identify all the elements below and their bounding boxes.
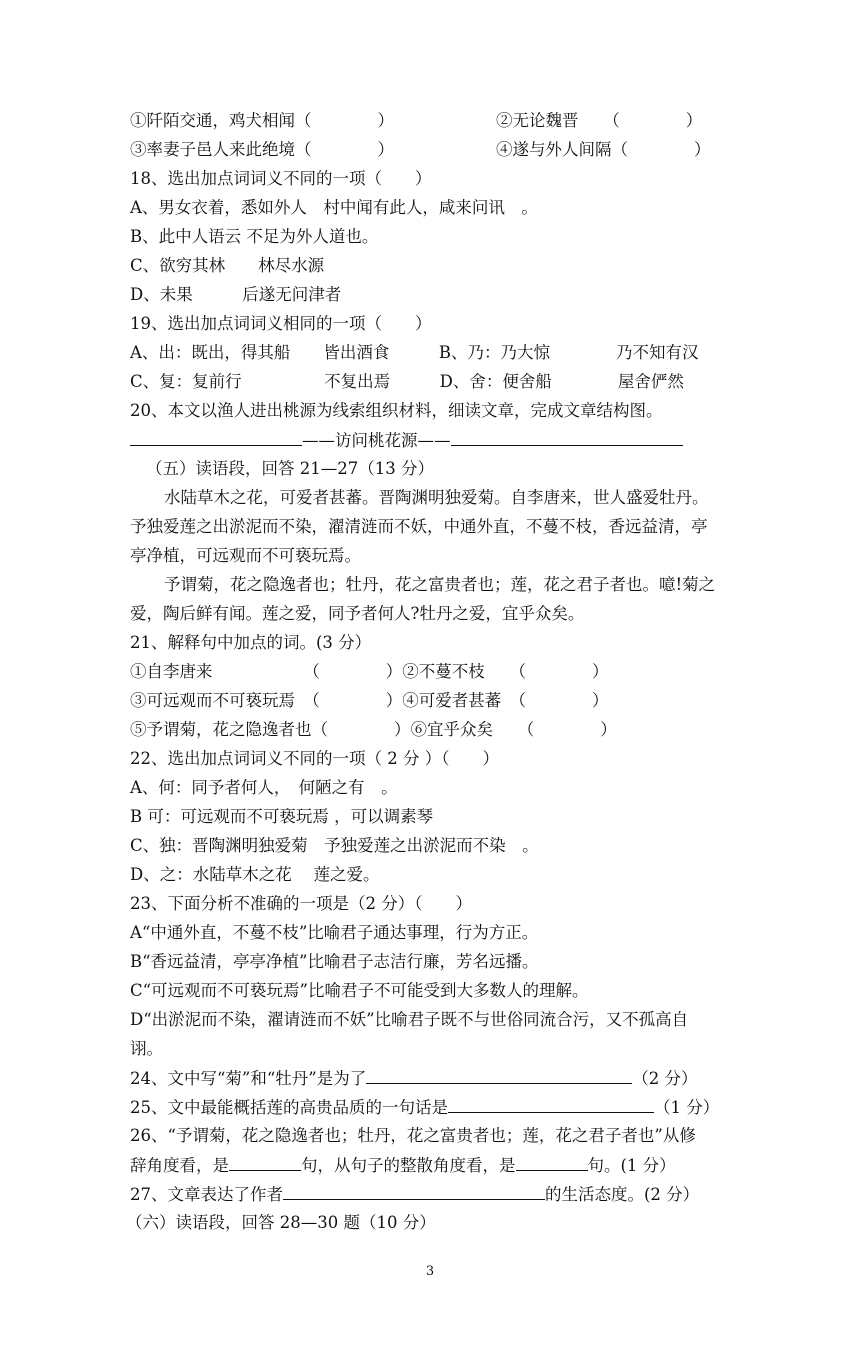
option-18c: C、欲穷其林 林尽水源 <box>130 256 325 275</box>
answer-blank[interactable] <box>516 1154 588 1171</box>
option-18b: B、此中人语云 不足为外人道也。 <box>130 227 379 246</box>
question-22: 22、选出加点词词义不同的一项（ 2 分 ）（ ） <box>130 749 499 768</box>
question-21-row-1: ①自李唐来 （ ）②不蔓不枝 （ ） <box>130 662 609 681</box>
item-4: ④遂与外人间隔（ ） <box>496 140 711 159</box>
passage-para-1-line-1: 水陆草木之花，可爱者甚蕃。晋陶渊明独爱菊。自李唐来，世人盛爱牡丹。 <box>164 488 709 507</box>
item-1: ①阡陌交通，鸡犬相闻（ ） <box>130 111 394 130</box>
option-22b: B 可：可远观而不可亵玩焉 ，可以调素琴 <box>130 807 434 826</box>
passage-para-1-line-3: 亭净植，可远观而不可亵玩焉。 <box>130 546 361 565</box>
passage-para-1-line-2: 予独爱莲之出淤泥而不染，濯清涟而不妖，中通外直，不蔓不枝，香远益清，亭 <box>130 517 708 536</box>
option-23c: C“可远观而不可亵玩焉”比喻君子不可能受到大多数人的理解。 <box>130 981 589 1000</box>
question-25 <box>130 1096 719 1119</box>
section-6-heading: （六）读语段，回答 28—30 题（10 分） <box>126 1213 436 1232</box>
question-26-line-1: 26、“予谓菊，花之隐逸者也；牡丹，花之富贵者也；莲，花之君子者也”从修 <box>130 1126 696 1145</box>
question-27 <box>130 1183 699 1206</box>
question-18: 18、选出加点词词义不同的一项（ ） <box>130 169 432 188</box>
structure-diagram-line <box>130 429 683 452</box>
passage-para-2-line-1: 予谓菊，花之隐逸者也；牡丹，花之富贵者也；莲，花之君子者也。噫!菊之 <box>164 575 716 594</box>
question-24 <box>130 1067 698 1090</box>
option-22c: C、独：晋陶渊明独爱菊 予独爱莲之出淤泥而不染 。 <box>130 836 539 855</box>
question-21: 21、解释句中加点的词。(3 分） <box>130 633 372 652</box>
question-23: 23、下面分析不准确的一项是（2 分）（ ） <box>130 894 472 913</box>
question-24-score: （2 分） <box>632 1069 698 1088</box>
option-18d: D、未果 后遂无问津者 <box>130 285 342 304</box>
question-19: 19、选出加点词词义相同的一项（ ） <box>130 314 432 333</box>
item-2: ②无论魏晋 （ ） <box>496 111 703 130</box>
question-25-text: 25、文中最能概括莲的高贵品质的一句话是 <box>130 1098 448 1117</box>
option-23b: B“香远益清，亭亭净植”比喻君子志洁行廉，芳名远播。 <box>130 952 539 971</box>
option-23d-line-2: 诩。 <box>130 1039 163 1058</box>
line-2 <box>130 139 711 161</box>
passage-para-2-line-2: 爱，陶后鲜有闻。莲之爱，同予者何人?牡丹之爱，宜乎众矣。 <box>130 604 585 623</box>
section-5-heading: （五）读语段，回答 21—27（13 分） <box>146 459 434 478</box>
question-21-row-3: ⑤予谓菊，花之隐逸者也（ ）⑥宜乎众矣 （ ） <box>130 720 617 739</box>
option-23d-line-1: D“出淤泥而不染，濯请涟而不妖”比喻君子既不与世俗同流合污，又不孤高自 <box>130 1010 689 1029</box>
option-18a: A、男女衣着，悉如外人 村中闻有此人，咸来问讯 。 <box>130 198 538 217</box>
question-20: 20、本文以渔人进出桃源为线索组织材料，细读文章，完成文章结构图。 <box>130 401 663 420</box>
question-27-text: 27、文章表达了作者 <box>130 1185 283 1204</box>
question-21-row-2: ③可远观而不可亵玩焉 （ ）④可爱者甚蕃 （ ） <box>130 691 609 710</box>
option-19cd: C、复：复前行 不复出焉 D、舍：便舍船 屋舍俨然 <box>130 372 684 391</box>
answer-blank[interactable] <box>130 429 302 446</box>
option-22a: A、何：同予者何人， 何陋之有 。 <box>130 778 398 797</box>
question-26-text-a: 辞角度看，是 <box>130 1156 229 1175</box>
question-26-text-c: 句。(1 分） <box>587 1156 676 1175</box>
option-23a: A“中通外直，不蔓不枝”比喻君子通达事理，行为方正。 <box>130 923 539 942</box>
line-1 <box>130 110 703 132</box>
option-19ab: A、出：既出，得其船 皆出酒食 B、乃：乃大惊 乃不知有汉 <box>130 343 699 362</box>
question-24-text: 24、文中写“菊”和“牡丹”是为了 <box>130 1069 367 1088</box>
question-26-text-b: 句，从句子的整散角度看，是 <box>301 1156 516 1175</box>
answer-blank[interactable] <box>448 1096 654 1113</box>
question-26-line-2 <box>130 1154 676 1177</box>
answer-blank[interactable] <box>366 1067 632 1084</box>
page-number: 3 <box>425 1264 435 1279</box>
question-25-score: （1 分） <box>654 1098 720 1117</box>
option-22d: D、之：水陆草木之花 莲之爱。 <box>130 865 380 884</box>
item-3: ③率妻子邑人来此绝境（ ） <box>130 140 394 159</box>
question-27-text-end: 的生活态度。(2 分） <box>545 1185 700 1204</box>
answer-blank[interactable] <box>229 1154 301 1171</box>
answer-blank[interactable] <box>451 429 683 446</box>
diagram-center: ——访问桃花源—— <box>302 431 451 450</box>
answer-blank[interactable] <box>283 1183 545 1200</box>
